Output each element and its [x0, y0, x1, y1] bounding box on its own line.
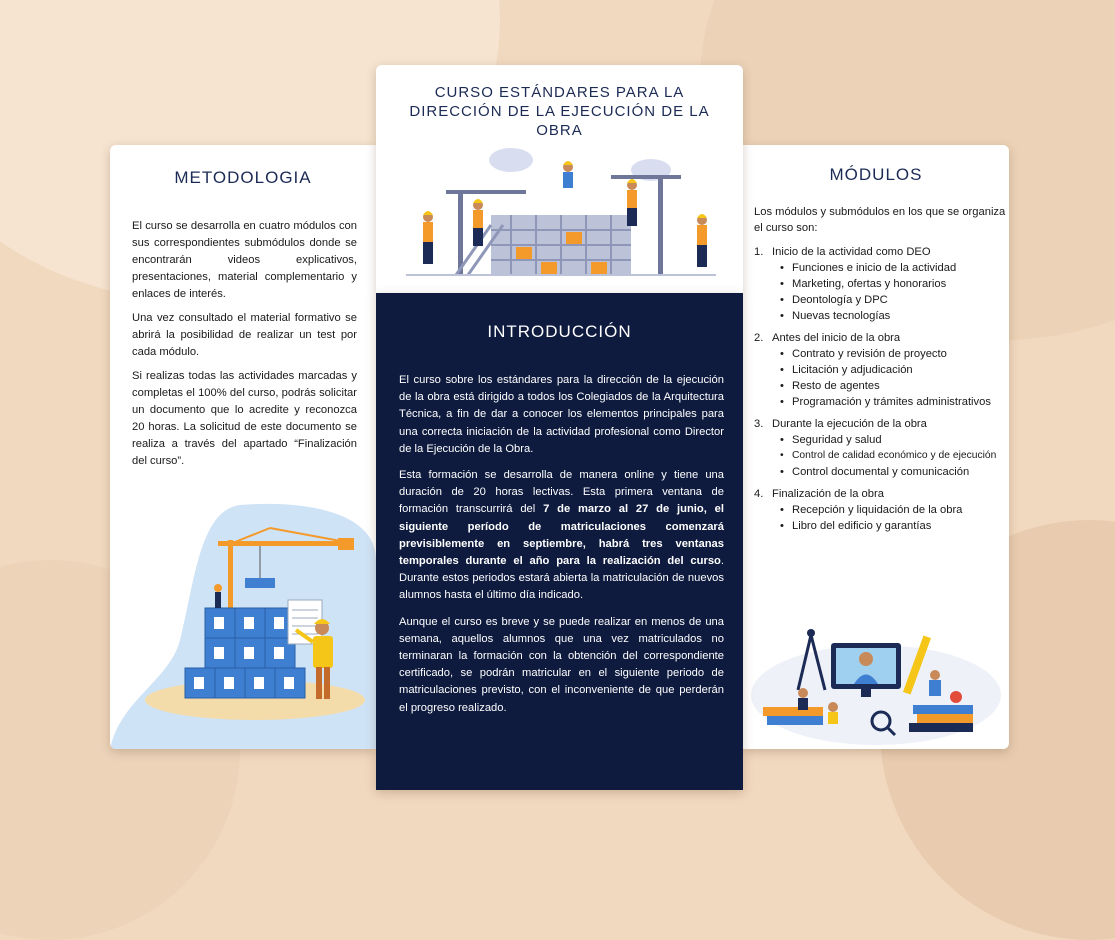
module-title: Inicio de la actividad como DEO	[772, 246, 931, 258]
methodology-text	[132, 218, 357, 477]
methodology-panel	[110, 145, 376, 749]
submodule-item: • Marketing, ofertas y honorarios	[754, 276, 1006, 292]
submodule-item: • Nuevas tecnologías	[754, 308, 1006, 324]
submodule-item: • Deontología y DPC	[754, 292, 1006, 308]
introduction-title: INTRODUCCIÓN	[487, 322, 632, 341]
introduction-paragraph: Aunque el curso es breve y se puede realizar en menos de una semana, aquellos alumnos que una vez matriculados no terminaran la formación con la obtención del correspondiente certificado, se podrán matricular en el siguiente periodo de matriculaciones previsto, con el inconveniente de que perderán el progreso realizado.	[399, 615, 724, 714]
submodule-item: • Seguridad y salud	[754, 432, 1006, 448]
methodology-paragraph: El curso se desarrolla en cuatro módulos con sus correspondientes submódulos donde se encontrarán videos explicativos, presentaciones, material complementario y enlaces de interés.	[132, 220, 357, 300]
submodule-item: • Licitación y adjudicación	[754, 362, 1006, 378]
module-item	[754, 486, 1006, 534]
modules-intro: Los módulos y submódulos en los que se organiza el curso son:	[754, 206, 1006, 234]
module-title: Durante la ejecución de la obra	[772, 418, 927, 430]
enrollment-dates-highlight: 7 de marzo al 27 de junio, el siguiente período de matriculaciones comenzará previsiblemente en septiembre, habrá tres ventanas temporales durante el año para la realización del curso	[399, 503, 724, 568]
module-title: Finalización de la obra	[772, 488, 884, 500]
submodule-item: • Funciones e inicio de la actividad	[754, 260, 1006, 276]
introduction-text	[399, 372, 724, 726]
submodule-item: • Control de calidad económico y de ejecución	[754, 448, 1006, 464]
submodule-item: • Recepción y liquidación de la obra	[754, 502, 1006, 518]
module-number: 1.	[754, 246, 764, 258]
submodule-item: • Libro del edificio y garantías	[754, 518, 1006, 534]
module-number: 3.	[754, 418, 764, 430]
module-number: 4.	[754, 488, 764, 500]
module-title: Antes del inicio de la obra	[772, 332, 901, 344]
submodule-item: • Control documental y comunicación	[754, 464, 1006, 480]
course-header-panel	[376, 65, 743, 293]
module-item	[754, 330, 1006, 410]
modules-list	[754, 204, 1006, 540]
modules-title: MÓDULOS	[829, 165, 923, 184]
module-item	[754, 416, 1006, 480]
online-learning-icon	[743, 615, 1009, 749]
methodology-paragraph: Si realizas todas las actividades marcadas y completas el 100% del curso, podrás solicitar un documento que lo acredite y reconozca 20 horas. La solicitud de este documento se realiza a través del apartado “Finalización del curso”.	[132, 370, 357, 467]
module-item	[754, 244, 1006, 324]
introduction-panel	[376, 293, 743, 790]
construction-worker-building-icon	[110, 500, 376, 749]
construction-site-cranes-icon	[396, 135, 726, 290]
introduction-paragraph: El curso sobre los estándares para la dirección de la ejecución de la obra está dirigido a todos los Colegiados de la Arquitectura Técnica, a fin de dar a conocer los elementos principales para una correcta iniciación de la actividad profesional como Director de la Ejecución de la Obra.	[399, 374, 724, 455]
module-number: 2.	[754, 332, 764, 344]
submodule-item: • Programación y trámites administrativos	[754, 394, 1006, 410]
course-title: CURSO ESTÁNDARES PARA LA DIRECCIÓN DE LA EJECUCIÓN DE LA OBRA	[409, 84, 710, 139]
submodule-item: • Contrato y revisión de proyecto	[754, 346, 1006, 362]
methodology-paragraph: Una vez consultado el material formativo se abrirá la posibilidad de realizar un test por cada módulo.	[132, 312, 357, 358]
introduction-paragraph: Esta formación se desarrolla de manera online y tiene una duración de 20 horas lectivas. Esta primera ventana de formación transcurrirá del 7 de marzo al 27 de junio, el siguiente período de matriculaciones comenzará previsiblemente en septiembre, habrá tres ventanas temporales durante el año para la realización del curso. Durante estos periodos estará abierta la matriculación de nuevos alumnos hasta el último día indicado.	[399, 469, 724, 602]
submodule-item: • Resto de agentes	[754, 378, 1006, 394]
methodology-title: METODOLOGIA	[174, 168, 312, 187]
modules-panel	[743, 145, 1009, 749]
